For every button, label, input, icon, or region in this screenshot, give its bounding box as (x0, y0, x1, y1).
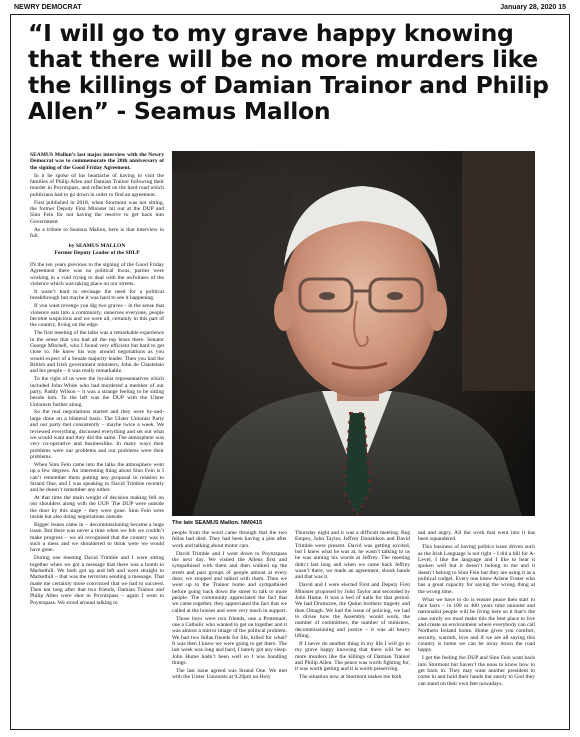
article-column-4 (418, 530, 535, 689)
body-paragraph: When Sinn Fein came into the talks the atmosphere went up a few degrees. An interesting thing about Sinn Fein is I can’t remember them putting any proposal in relation to Strand One, and I was speaking to David Trimble recently and he doesn’t remember any either. (30, 461, 164, 494)
portrait-photo (172, 151, 535, 516)
body-paragraph: I get the feeling the DUP and Sinn Fein want back into Stormont but haven’t the nous to know how to get back in. They may want another president to come in and hold their hands but surely to God they can stand on their own feet nowadays. (418, 655, 535, 687)
body-paragraph: Bigger issues came in – decommissioning became a huge issue. But there was never a time when we felt we couldn’t make progress – we all recognised that the country was in such a mess and we shouldered to think were we would have gone. (30, 522, 164, 554)
body-paragraph: First published in 2018, when Stormont was not sitting, the former Deputy First Minister hit out at the DUP and Sinn Fein for not having the resolve to get back into Government. (30, 199, 164, 225)
body-paragraph: IN the ten years previous to the signing of the Good Friday Agreement there was no political focus, parties were working in a void trying to deal with the awfulness of the violence which was taking place on our streets. (30, 261, 164, 287)
body-paragraph: The first meeting of the talks was a remarkable experience in the sense that you had all the top brass there. Senator George Mitchell, who I found very efficient but hard to get close to. He knew his way around negotiations as you would expect of a Senate majority leader. Then you had the British and Irish government ministers, John de Chastelain and his people – it was really remarkable. (30, 330, 164, 375)
article-column-3 (295, 530, 410, 682)
publication-name: NEWRY DEMOCRAT (14, 4, 82, 11)
body-paragraph: Those boys were two friends, one a Protestant, one a Catholic who wanted to get on together and it was almost a mirror image of the political problem. We had two fellas friends for life, killed for what? It was then I knew we were going to get there. The last week was long and hard, I barely got any sleep. John Hume hadn’t been well so I was handling things. (172, 615, 287, 667)
body-paragraph: David and I were elected First and Deputy First Minister proposed by John Taylor and seconded by John Hume. It was a bed of nails for that period. We had Drumcree, the Quinn brothers tragedy and then Omagh. We had the issue of policing, we had to divise how the Assembly would work, the number of committees, the number of ministers, decommissioning and justice – it was all heavy lifting. (295, 582, 410, 640)
body-paragraph: sad and angry. All the work that went into it has been squandered. (418, 530, 535, 543)
byline (30, 243, 164, 256)
portrait-image (172, 151, 535, 516)
body-paragraph: people from the word came through that the two fellas had died. They had been having a pint after work and talking about motor cars. (172, 530, 287, 549)
body-paragraph: The situation now at Stormont makes me both (299, 674, 402, 681)
article-column-2 (172, 530, 287, 682)
body-paragraph: So the real negotiations started and they were by-and-large done on a bilateral basis. The Ulster Unionist Party and our party met consistently – maybe twice a week. We reviewed everything, discussed everything and set out what we would want and they did the same. The atmosphere was very co-operative and businesslike. In many ways their problems were our problems and our problems were their problems. (30, 409, 164, 460)
body-paragraph: During one meeting David Trimble and I were sitting together when we got a message that there was a bomb in Markethill. We both got up and left and went straight to Markethill – that was the terrorists sending a message. That made me certainly more convinced that we had to succeed. Then not long after that two friends, Damian Trainor and Philip Allen were shot in Poyntzpass – again I went to Poyntzpass. We stood around talking to (30, 555, 164, 606)
byline-author: by SEAMUS MALLON (68, 243, 126, 250)
body-paragraph: At that time the main weight of decision making fell on our shoulders along with the UUP. The DUP were outside the door by this stage – they were gone. Sinn Fein were inside but also doing negotiations outside. (30, 495, 164, 521)
body-paragraph: What we have to do is ensure peace then start to face facts – in 100 or 400 years time unionist and nationalist people will be living here so it that’s the case surely we must make this the best place to live and create an environment where everybody can call Northern Ireland home. Home gives you comfort, security, warmth, love and if we are all saying this country is home we can be away down the road happy. (418, 596, 535, 654)
intro-paragraph: SEAMUS Mallon’s last major interview with the Newry Democrat was to commemorate the 20th anniversary of the signing of the Good Friday Agreement. (30, 152, 164, 171)
byline-role: Former Deputy Leader of the SDLP (54, 249, 140, 256)
article-column-1 (30, 152, 164, 608)
page-header (14, 4, 566, 14)
headline: “I will go to my grave happy knowing that there will be no more murders like the killings of Damian Trainor and Philip Allen” - Seamus Mallon (28, 19, 549, 125)
body-paragraph: It wasn’t hard to envisage the need for a political breakthrough but maybe it was hard to see it happening. (30, 288, 164, 302)
body-paragraph: In it he spoke of his heartache of having to visit the families of Philip Allen and Damian Trainor following their murder in Poyntzpass, and reflected on the hard road which politicians had to go down in order to find an agreement. (30, 172, 164, 198)
photo-caption: The late SEAMUS Mallon. NM0415 (172, 520, 263, 526)
date-page-number: January 28, 2020 15 (500, 4, 566, 11)
body-paragraph: To the right of us were the loyalist representatives which included John White who had murdered a member of our party, Paddy Wilson – it was a strange feeling to be sitting beside him. To the left was the DUP with the Ulster Unionists further along. (30, 376, 164, 408)
body-paragraph: David Trimble and I went down to Poyntzpass the next day. We visited the Allens first and sympathised with them and then walked up the street and past groups of people almost at every door, we stopped and talked with them. Then we went up to the Trainor home and sympathised before going back down the street to talk to more people. The community appreciated the fact that we came together, they appreciated the fact that we called at the houses and were very much in support. (172, 550, 287, 614)
body-paragraph: If I never do another thing in my life I will go to my grave happy knowing that there will be no more murders like the killings of Damian Trainor and Philip Allen. The peace was worth fighting for, it was worth getting and it is worth preserving. (295, 641, 410, 673)
body-paragraph: The last issue agreed was Strand One. We met with the Ulster Unionists at 9.20pm on Holy (172, 668, 287, 681)
body-paragraph: If you want revenge you dig two graves – in the sense that violence eats into a community, unnerves everyone, people become suspicious and we were all, certainly in this part of the country, living on the edge. (30, 303, 164, 329)
body-paragraph: This business of having politics issue driven such as the Irish Language is not right – I did a bill for A-Level, I like the language and I like to hear it spoken well but it doesn’t belong to me and it doesn’t belong to Sinn Fein but they are using it as a political cudgel. Every one knew Arlene Foster who has a great capacity for saying the wrong thing at the wrong time. (418, 544, 535, 595)
body-paragraph: As a tribute to Seamus Mallon, here is that interview in full. (30, 226, 164, 239)
body-paragraph: Thursday night and it was a difficult meeting. Reg Empey, John Taylor, Jeffrey Donaldson and David Trimble were present. David was getting excited, but I knew what he was at, he wasn’t talking to us he was aiming his words at Jeffrey. The meeting didn’t last long and when we came back Jeffrey wasn’t there, we made an agreement, shook hands and that was it. (295, 530, 410, 581)
